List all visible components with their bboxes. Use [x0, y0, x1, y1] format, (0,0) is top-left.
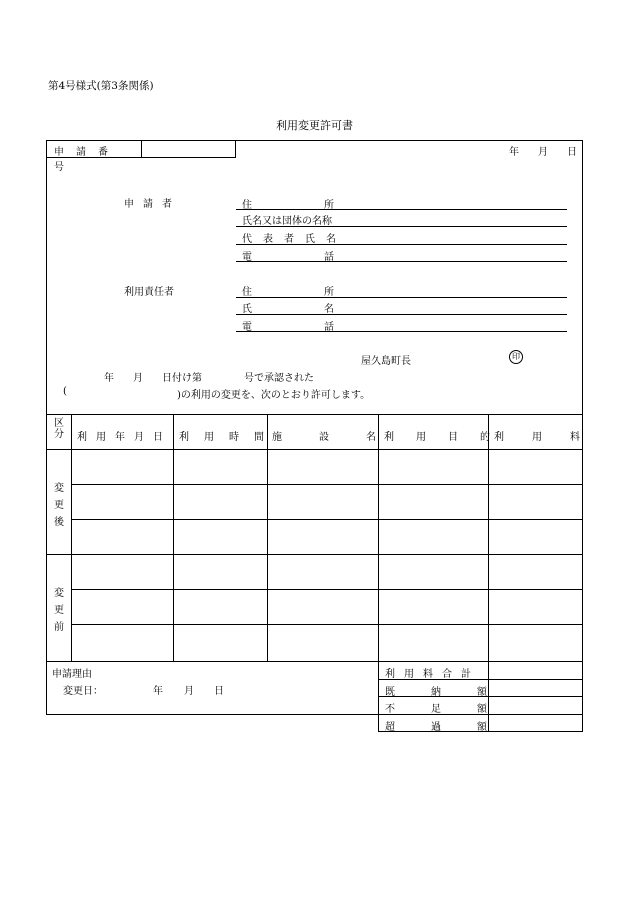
change-date-label: 変更日： — [63, 686, 103, 697]
approval-day-ref: 日付け第 — [162, 373, 202, 384]
responsible-address: 住所 — [242, 287, 406, 298]
approval-open-paren: ( — [63, 386, 67, 397]
responsible-label: 利用責任者 — [124, 287, 174, 298]
col-kubun — [48, 418, 70, 440]
date-month: 月 — [538, 147, 548, 158]
application-number-text: 申請番号 — [54, 147, 120, 173]
seal-icon — [509, 350, 523, 364]
page-title: 利用変更許可書 — [276, 119, 353, 132]
reason-label: 申請理由 — [52, 669, 92, 680]
after-change-text: 変更後 — [54, 483, 64, 528]
col-fee: 利用料 — [494, 432, 608, 443]
col-date: 利用年月日 — [77, 432, 172, 443]
applicant-label: 申請者 — [124, 199, 181, 210]
application-number-field[interactable] — [143, 142, 233, 156]
fee-paid-label: 既納額 — [385, 687, 523, 698]
col-time: 利用時間 — [179, 432, 279, 443]
date-day: 日 — [567, 147, 577, 158]
fee-excess-label: 超過額 — [385, 722, 523, 733]
applicant-phone: 電話 — [242, 252, 406, 263]
col-kubun-text: 区分 — [54, 418, 64, 440]
fee-shortfall-label: 不足額 — [385, 704, 523, 715]
application-number-label — [54, 143, 134, 173]
col-facility: 施設名 — [272, 432, 413, 443]
seal-text: 印 — [512, 352, 520, 361]
approval-sentence: )の利用の変更を、次のとおり許可します。 — [177, 390, 371, 401]
fee-total-label: 利用料合計 — [385, 669, 480, 680]
responsible-phone: 電話 — [242, 322, 406, 333]
before-change-label — [54, 585, 64, 636]
responsible-name: 氏名 — [242, 304, 406, 315]
change-year: 年 — [153, 686, 163, 697]
change-day: 日 — [214, 686, 224, 697]
date-year: 年 — [509, 147, 519, 158]
approval-month: 月 — [133, 373, 143, 384]
issuer-name: 屋久島町長 — [361, 356, 411, 367]
col-purpose: 利用目的 — [384, 432, 512, 443]
approval-year: 年 — [104, 373, 114, 384]
before-change-text: 変更前 — [54, 588, 64, 633]
approval-number-suffix: 号で承認された — [244, 373, 314, 384]
applicant-representative: 代表者氏名 — [242, 234, 347, 245]
form-number: 第4号様式(第3条関係) — [48, 80, 154, 92]
after-change-label — [54, 480, 64, 531]
applicant-address: 住所 — [242, 200, 406, 211]
change-month: 月 — [184, 686, 194, 697]
applicant-name: 氏名又は団体の名称 — [242, 216, 332, 227]
